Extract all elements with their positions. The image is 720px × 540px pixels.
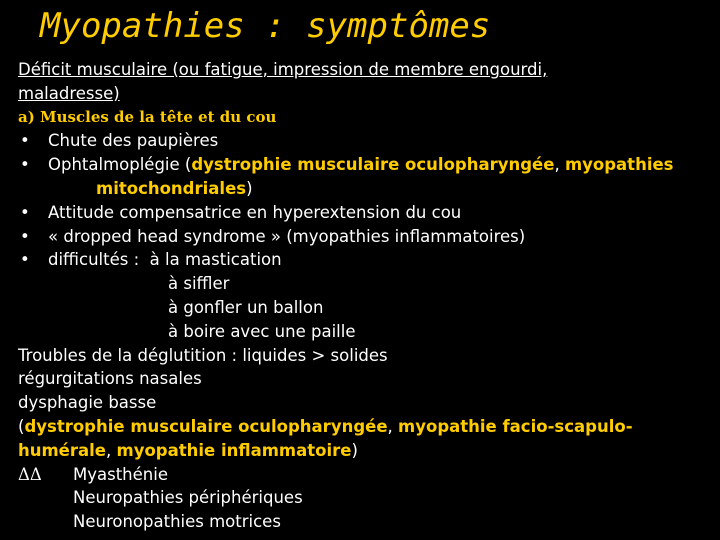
dysphagia-line: dysphagie basse xyxy=(18,393,157,413)
diseases-line-2 xyxy=(18,439,708,463)
bullet-text: Chute des paupières xyxy=(48,131,219,151)
bullet-dot: • xyxy=(20,155,30,175)
highlight-text: myopathie inflammatoire xyxy=(116,440,352,460)
bullet-item xyxy=(18,225,708,249)
bullet-label: difficultés : xyxy=(48,250,140,270)
differential-text: Myasthénie xyxy=(73,464,168,484)
differential-item: Neuronopathies motrices xyxy=(73,512,281,532)
differential-item xyxy=(18,463,708,487)
diseases-line-1 xyxy=(18,415,708,439)
bullet-text: « dropped head syndrome » (myopathies inflammatoires) xyxy=(48,226,526,246)
differential-item: Neuropathies périphériques xyxy=(73,488,303,508)
difficulty-item: à siffler xyxy=(168,274,230,294)
bullet-text: Attitude compensatrice en hyperextension du cou xyxy=(48,202,462,222)
difficulty-item: à gonfler un ballon xyxy=(168,297,324,317)
bullet-item xyxy=(18,248,708,272)
bullet-text: Ophtalmoplégie ( xyxy=(48,155,192,175)
bullet-text: , xyxy=(554,155,565,175)
bullet-text: ) xyxy=(246,178,253,198)
bullet-continuation xyxy=(18,177,708,201)
intro-line-2: maladresse) xyxy=(18,83,120,103)
bullet-item xyxy=(18,201,708,225)
bullet-dot: • xyxy=(20,250,30,270)
bullet-dot: • xyxy=(20,131,30,151)
bullet-item xyxy=(18,129,708,153)
delta-symbol: ΔΔ xyxy=(18,464,42,484)
bullet-item xyxy=(18,153,708,177)
highlight-text: myopathies xyxy=(564,155,674,175)
slide-content xyxy=(18,58,708,534)
text: , xyxy=(387,416,399,436)
text: , xyxy=(106,440,117,460)
difficulty-item: à la mastication xyxy=(149,250,282,270)
difficulty-item: à boire avec une paille xyxy=(168,321,356,341)
bullet-dot: • xyxy=(20,226,30,246)
text: ) xyxy=(351,440,358,460)
bullet-dot: • xyxy=(20,202,30,222)
text: ( xyxy=(18,416,25,436)
intro-line-1: Déficit musculaire (ou fatigue, impression de membre engourdi, xyxy=(18,60,548,79)
highlight-text: humérale xyxy=(18,440,106,460)
highlight-text: mitochondriales xyxy=(96,178,247,198)
regurgitation-line: régurgitations nasales xyxy=(18,369,202,389)
highlight-text: dystrophie musculaire oculopharyngée xyxy=(191,155,555,175)
slide-title: Myopathies : symptômes xyxy=(40,6,491,46)
swallow-line: Troubles de la déglutition : liquides > solides xyxy=(18,345,388,365)
highlight-text: myopathie facio-scapulo- xyxy=(398,416,633,436)
highlight-text: dystrophie musculaire oculopharyngée xyxy=(24,416,388,436)
subheading: a) Muscles de la tête et du cou xyxy=(18,107,277,126)
